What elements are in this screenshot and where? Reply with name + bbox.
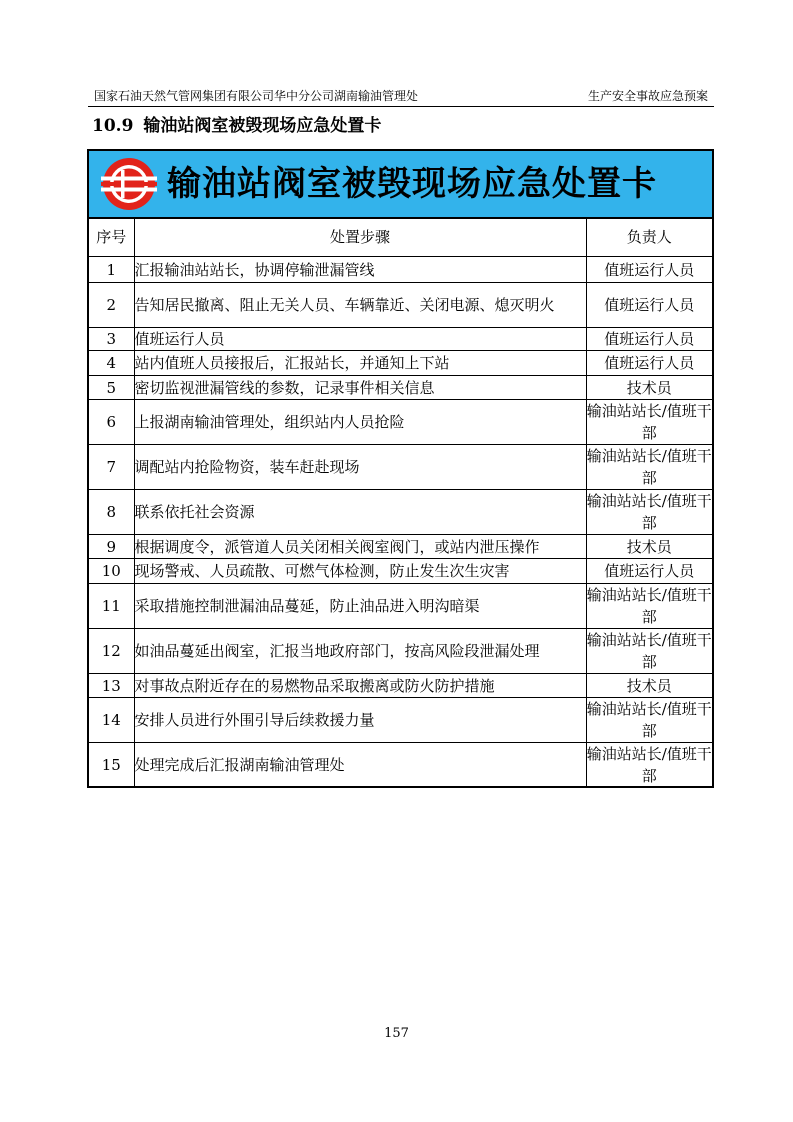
step-description: 值班运行人员 bbox=[134, 328, 586, 351]
step-number: 10 bbox=[89, 559, 134, 584]
table-row bbox=[89, 743, 712, 788]
table-row bbox=[89, 283, 712, 328]
table-row bbox=[89, 629, 712, 674]
step-number: 3 bbox=[89, 328, 134, 351]
step-description: 对事故点附近存在的易燃物品采取搬离或防火防护措施 bbox=[134, 674, 586, 698]
step-number: 8 bbox=[89, 490, 134, 535]
step-number: 7 bbox=[89, 445, 134, 490]
step-number: 11 bbox=[89, 584, 134, 629]
step-owner: 输油站站长/值班干部 bbox=[586, 445, 712, 490]
step-owner: 值班运行人员 bbox=[586, 328, 712, 351]
table-row bbox=[89, 584, 712, 629]
step-owner: 输油站站长/值班干部 bbox=[586, 400, 712, 445]
step-description: 密切监视泄漏管线的参数，记录事件相关信息 bbox=[134, 376, 586, 400]
step-description: 联系依托社会资源 bbox=[134, 490, 586, 535]
column-header-seq: 序号 bbox=[89, 217, 134, 257]
header-organization: 国家石油天然气管网集团有限公司华中分公司湖南输油管理处 bbox=[94, 89, 419, 103]
table-row bbox=[89, 376, 712, 400]
table-row bbox=[89, 490, 712, 535]
table-row bbox=[89, 559, 712, 584]
table-row bbox=[89, 445, 712, 490]
step-number: 1 bbox=[89, 257, 134, 283]
table-row bbox=[89, 535, 712, 559]
step-owner: 输油站站长/值班干部 bbox=[586, 629, 712, 674]
step-owner: 值班运行人员 bbox=[586, 283, 712, 328]
column-header-owner: 负责人 bbox=[586, 217, 712, 257]
step-description: 调配站内抢险物资，装车赶赴现场 bbox=[134, 445, 586, 490]
step-owner: 技术员 bbox=[586, 535, 712, 559]
step-number: 13 bbox=[89, 674, 134, 698]
table-row bbox=[89, 257, 712, 283]
section-title: 输油站阀室被毁现场应急处置卡 bbox=[143, 116, 382, 136]
step-description: 处理完成后汇报湖南输油管理处 bbox=[134, 743, 586, 788]
header-document-title: 生产安全事故应急预案 bbox=[587, 89, 708, 103]
step-description: 汇报输油站站长，协调停输泄漏管线 bbox=[134, 257, 586, 283]
table-row bbox=[89, 400, 712, 445]
table-row bbox=[89, 328, 712, 351]
company-logo-icon bbox=[101, 156, 157, 212]
step-number: 12 bbox=[89, 629, 134, 674]
step-description: 根据调度令，派管道人员关闭相关阀室阀门，或站内泄压操作 bbox=[134, 535, 586, 559]
page-number: 157 bbox=[384, 1026, 409, 1041]
step-owner: 技术员 bbox=[586, 376, 712, 400]
step-description: 上报湖南输油管理处，组织站内人员抢险 bbox=[134, 400, 586, 445]
step-number: 14 bbox=[89, 698, 134, 743]
step-owner: 值班运行人员 bbox=[586, 351, 712, 376]
step-description: 采取措施控制泄漏油品蔓延，防止油品进入明沟暗渠 bbox=[134, 584, 586, 629]
column-header-step: 处置步骤 bbox=[134, 217, 586, 257]
card-banner bbox=[89, 151, 712, 219]
steps-table bbox=[89, 217, 712, 788]
emergency-card bbox=[87, 149, 714, 788]
page-header bbox=[88, 86, 714, 106]
header-divider bbox=[88, 106, 714, 107]
step-owner: 值班运行人员 bbox=[586, 559, 712, 584]
step-number: 9 bbox=[89, 535, 134, 559]
step-description: 现场警戒、人员疏散、可燃气体检测，防止发生次生灾害 bbox=[134, 559, 586, 584]
section-heading bbox=[92, 113, 381, 139]
step-owner: 值班运行人员 bbox=[586, 257, 712, 283]
step-description: 如油品蔓延出阀室，汇报当地政府部门，按高风险段泄漏处理 bbox=[134, 629, 586, 674]
step-number: 2 bbox=[89, 283, 134, 328]
step-number: 6 bbox=[89, 400, 134, 445]
table-row bbox=[89, 674, 712, 698]
step-number: 5 bbox=[89, 376, 134, 400]
step-owner: 输油站站长/值班干部 bbox=[586, 698, 712, 743]
step-description: 站内值班人员接报后，汇报站长，并通知上下站 bbox=[134, 351, 586, 376]
table-header-row bbox=[89, 217, 712, 257]
step-owner: 技术员 bbox=[586, 674, 712, 698]
step-owner: 输油站站长/值班干部 bbox=[586, 743, 712, 788]
step-description: 安排人员进行外围引导后续救援力量 bbox=[134, 698, 586, 743]
step-number: 15 bbox=[89, 743, 134, 788]
section-number: 10.9 bbox=[92, 116, 134, 136]
table-row bbox=[89, 351, 712, 376]
step-owner: 输油站站长/值班干部 bbox=[586, 490, 712, 535]
table-row bbox=[89, 698, 712, 743]
step-owner: 输油站站长/值班干部 bbox=[586, 584, 712, 629]
card-title: 输油站阀室被毁现场应急处置卡 bbox=[167, 164, 657, 204]
step-description: 告知居民撤离、阻止无关人员、车辆靠近、关闭电源、熄灭明火 bbox=[134, 283, 586, 328]
step-number: 4 bbox=[89, 351, 134, 376]
